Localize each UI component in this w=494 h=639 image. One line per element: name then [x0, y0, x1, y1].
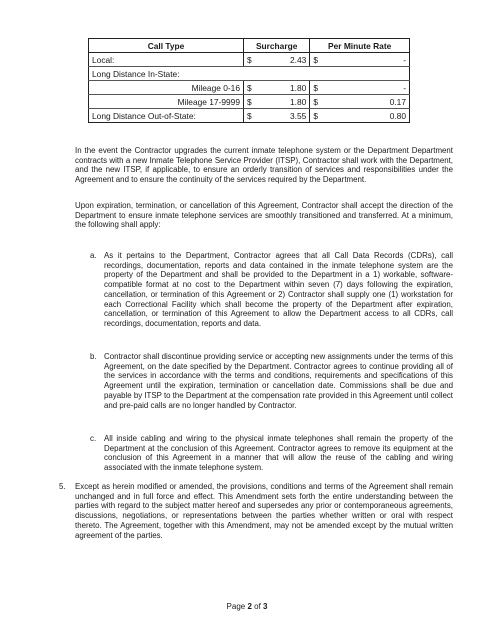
table-row: [89, 81, 410, 95]
rate-value: -: [324, 53, 409, 67]
row-label: Long Distance In-State:: [89, 67, 410, 81]
surcharge-currency: $: [244, 95, 259, 109]
page-of-label: of: [251, 602, 264, 611]
rate-table: [88, 38, 410, 123]
row-label: Mileage 17-9999: [89, 95, 244, 109]
rate-currency: $: [310, 95, 325, 109]
list-item-text: Except as herein modified or amended, the provisions, conditions and terms of the Agreement shall remain unchanged and in full force and effect. This Amendment sets forth the entire understanding between the parties with regard to the subject matter hereof and supersedes any prior or contemporaneous agreements, discussions, negotiations, or representations between the parties whether written or oral with respect thereto. The Agreement, together with this Amendment, may not be amended except by the mutual written agreement of the parties.: [75, 482, 453, 540]
transition-paragraph: In the event the Contractor upgrades the current inmate telephone system or the Department Department contracts with a new Inmate Telephone Service Provider (ITSP), Contractor shall work with the Department, and the new ITSP, if applicable, to ensure an orderly transition of services and responsibilities under the Agreement and to ensure the continuity of the services required by the Department.: [75, 146, 453, 185]
row-label: Long Distance Out-of-State:: [89, 109, 244, 123]
list-marker: 5.: [59, 482, 66, 491]
table-row: [89, 109, 410, 123]
rate-table-header-row: [89, 39, 410, 53]
page-footer: [0, 602, 494, 611]
rate-currency: $: [310, 53, 325, 67]
header-call-type: Call Type: [89, 39, 244, 53]
surcharge-value: 1.80: [258, 81, 310, 95]
page-label: Page: [226, 602, 248, 611]
rate-value: 0.17: [324, 95, 409, 109]
list-marker: b.: [90, 352, 97, 361]
table-row: [89, 67, 410, 81]
rate-currency: $: [310, 81, 325, 95]
rate-value: 0.80: [324, 109, 409, 123]
header-per-minute-rate: Per Minute Rate: [310, 39, 410, 53]
surcharge-currency: $: [244, 109, 259, 123]
list-marker: a.: [90, 251, 97, 260]
total-pages-number: 3: [263, 602, 268, 611]
list-item-text: Contractor shall discontinue providing service or accepting new assignments under the terms of this Agreement, on the date specified by the Department. Contractor agrees to continue providing all of the services in accordance with the terms and conditions, requirements and specifications of this Agreement until the expiration, termination or cancellation date. Commissions shall be due and payable by ITSP to the Department at the compensation rate provided in this Agreement until collect and pre-paid calls are no longer handled by Contractor.: [104, 352, 453, 410]
surcharge-currency: $: [244, 81, 259, 95]
rate-currency: $: [310, 109, 325, 123]
current-page-number: 2: [247, 602, 252, 611]
row-label: Local:: [89, 53, 244, 67]
table-row: [89, 95, 410, 109]
table-row: [89, 53, 410, 67]
list-marker: c.: [90, 434, 97, 443]
surcharge-value: 1.80: [258, 95, 310, 109]
row-label: Mileage 0-16: [89, 81, 244, 95]
header-surcharge: Surcharge: [244, 39, 310, 53]
surcharge-currency: $: [244, 53, 259, 67]
list-item-text: All inside cabling and wiring to the physical inmate telephones shall remain the property of the Department at the conclusion of this Agreement. Contractor agrees to remove its equipment at the conclusion of this Agreement in a manner that will allow the reuse of the cabling and wiring associated with the inmate telephone system.: [104, 434, 453, 473]
surcharge-value: 3.55: [258, 109, 310, 123]
rate-value: -: [324, 81, 409, 95]
list-item-text: As it pertains to the Department, Contractor agrees that all Call Data Records (CDRs), call recordings, documentation, reports and data contained in the inmate telephone system are the property of the Department and shall be provided to the Department in a 1) workable, software-compatible format at no cost to the Department within seven (7) days following the expiration, cancellation, or termination of this Agreement or 2) Contractor shall supply one (1) workstation for each Correctional Facility which shall become the property of the Department after expiration, cancellation, or termination of this Agreement to allow the Department access to all CDRs, call recordings, documentation, reports and data.: [104, 251, 453, 328]
surcharge-value: 2.43: [258, 53, 310, 67]
expiration-paragraph: Upon expiration, termination, or cancellation of this Agreement, Contractor shall accept the direction of the Department to ensure inmate telephone services are smoothly transitioned and transferred. At a minimum, the following shall apply:: [75, 201, 453, 230]
